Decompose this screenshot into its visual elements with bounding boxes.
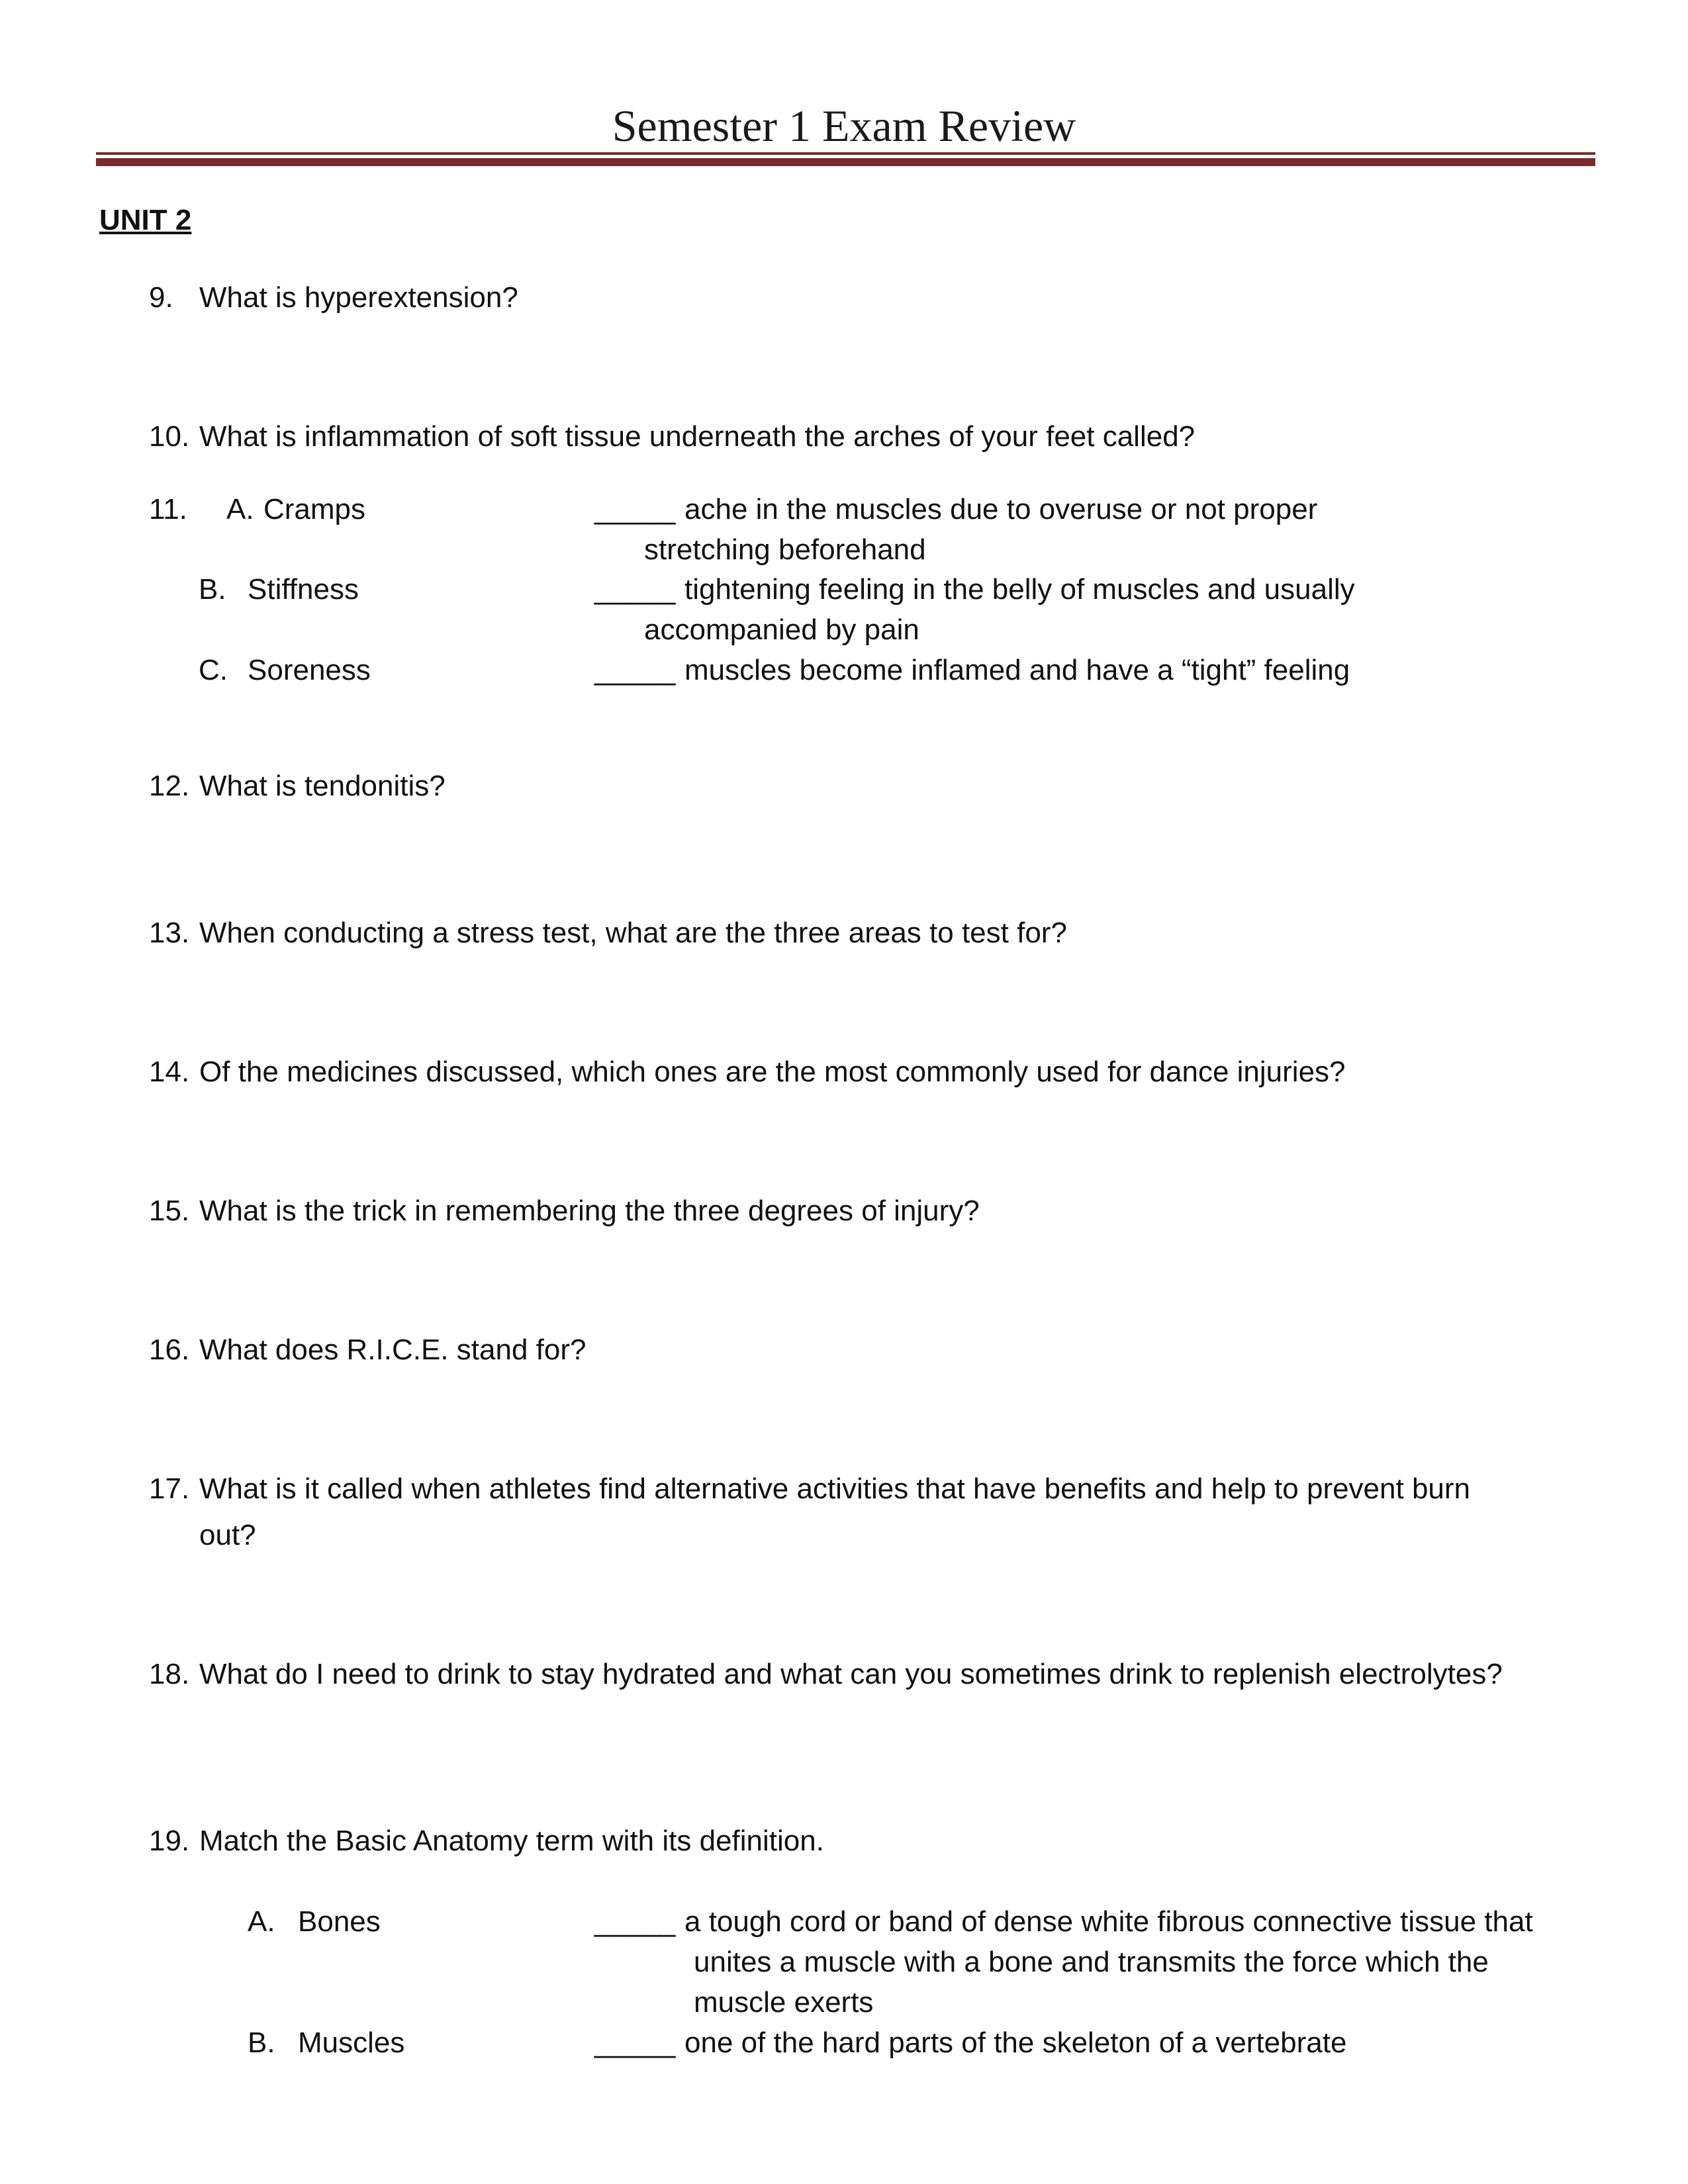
question-number: 18.	[149, 1658, 190, 1690]
term-label: Soreness	[248, 654, 371, 686]
question-number: 15.	[149, 1195, 190, 1227]
definition-text: accompanied by pain	[644, 614, 919, 646]
unit-heading: UNIT 2	[99, 204, 192, 236]
question-number: 19.	[149, 1825, 190, 1857]
definition-text: a tough cord or band of dense white fibrous connective tissue that	[684, 1905, 1533, 1938]
answer-blank: _____	[594, 573, 676, 606]
question-text: What is tendonitis?	[199, 770, 445, 802]
answer-blank: _____	[594, 2026, 676, 2059]
question-text: What does R.I.C.E. stand for?	[199, 1334, 586, 1366]
answer-blank: _____	[594, 493, 676, 525]
definition-text: stretching beforehand	[644, 533, 926, 566]
question-text: What is inflammation of soft tissue underneath the arches of your feet called?	[199, 420, 1196, 453]
question-text: What is it called when athletes find alternative activities that have benefits and help to prevent burn	[199, 1473, 1471, 1505]
question-number: 14.	[149, 1056, 190, 1088]
definition-text: muscles become inflamed and have a “tight” feeling	[684, 654, 1350, 686]
question-number: 17.	[149, 1473, 190, 1505]
term-letter: C.	[199, 654, 228, 686]
term-label: Cramps	[263, 493, 366, 525]
definition-text: ache in the muscles due to overuse or not proper	[684, 493, 1318, 525]
question-text: What do I need to drink to stay hydrated and what can you sometimes drink to replenish electrolytes?	[199, 1658, 1503, 1690]
page-title: Semester 1 Exam Review	[612, 101, 1076, 151]
title-rule-thin	[96, 152, 1595, 155]
term-letter: A.	[226, 493, 254, 525]
term-letter: B.	[199, 573, 226, 606]
definition-text: muscle exerts	[694, 1986, 874, 2019]
question-number: 12.	[149, 770, 190, 802]
question-number: 9.	[149, 281, 173, 314]
term-label: Stiffness	[248, 573, 359, 606]
question-text: Of the medicines discussed, which ones are the most commonly used for dance injuries?	[199, 1056, 1346, 1088]
definition-text: unites a muscle with a bone and transmits the force which the	[694, 1946, 1489, 1978]
question-text: out?	[199, 1519, 256, 1551]
term-letter: A.	[248, 1905, 275, 1938]
term-label: Bones	[298, 1905, 381, 1938]
question-text: What is the trick in remembering the three degrees of injury?	[199, 1195, 980, 1227]
term-letter: B.	[248, 2026, 275, 2059]
answer-blank: _____	[594, 1905, 676, 1938]
question-number: 11.	[149, 493, 187, 525]
term-label: Muscles	[298, 2026, 405, 2059]
question-text: Match the Basic Anatomy term with its definition.	[199, 1825, 824, 1857]
question-number: 13.	[149, 917, 190, 949]
question-text: When conducting a stress test, what are the three areas to test for?	[199, 917, 1067, 949]
question-number: 10.	[149, 420, 190, 453]
answer-blank: _____	[594, 654, 676, 686]
definition-text: tightening feeling in the belly of muscles and usually	[684, 573, 1355, 606]
definition-text: one of the hard parts of the skeleton of a vertebrate	[684, 2026, 1347, 2059]
question-number: 16.	[149, 1334, 190, 1366]
title-rule-thick	[96, 158, 1595, 166]
question-text: What is hyperextension?	[199, 281, 518, 314]
